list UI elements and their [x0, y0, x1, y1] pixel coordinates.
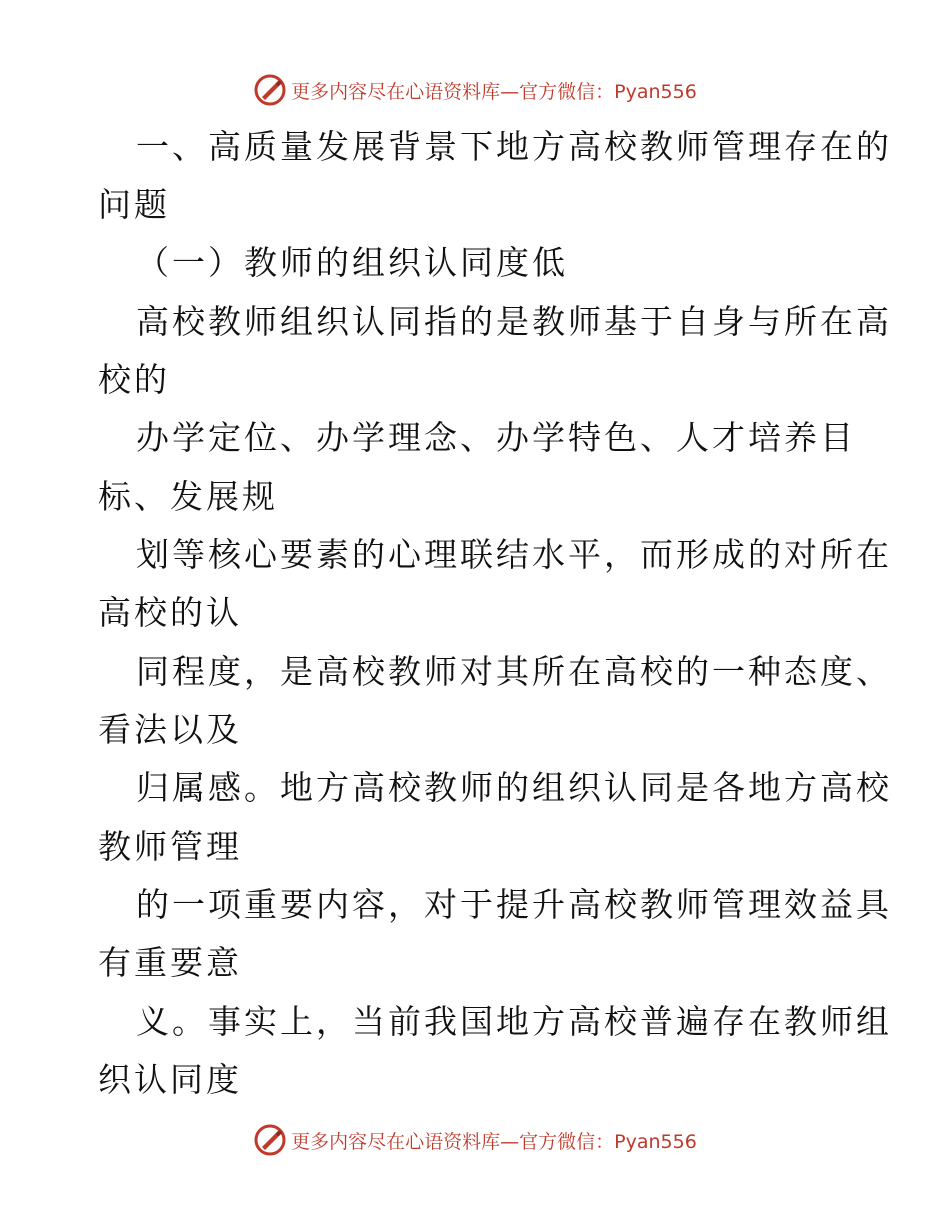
paragraph-line: 校的 [98, 360, 170, 399]
paragraph-line: 同程度，是高校教师对其所在高校的一种态度、 [136, 652, 892, 691]
paragraph-line: 办学定位、办学理念、办学特色、人才培养目 [136, 418, 856, 457]
paragraph-line: 教师管理 [98, 827, 242, 866]
paragraph-line: 高校教师组织认同指的是教师基于自身与所在高 [136, 302, 892, 341]
pen-circle-logo-icon [253, 73, 287, 107]
footer-banner [0, 1120, 950, 1160]
footer-banner-text: 更多内容尽在心语资料库—官方微信：Pyan556 [291, 1130, 697, 1153]
paragraph-line: 织认同度 [98, 1060, 242, 1099]
subsection-heading: （一）教师的组织认同度低 [136, 243, 568, 282]
paragraph-line: 归属感。地方高校教师的组织认同是各地方高校 [136, 768, 892, 807]
paragraph-line: 标、发展规 [98, 477, 278, 516]
paragraph-line: 看法以及 [98, 710, 242, 749]
pen-circle-logo-icon [253, 1123, 287, 1157]
paragraph-line: 的一项重要内容，对于提升高校教师管理效益具 [136, 885, 892, 924]
header-banner-text: 更多内容尽在心语资料库—官方微信：Pyan556 [291, 80, 697, 103]
paragraph-line: 高校的认 [98, 593, 242, 632]
paragraph-line: 划等核心要素的心理联结水平，而形成的对所在 [136, 535, 892, 574]
section-heading-line-2: 问题 [98, 185, 170, 224]
paragraph-line: 有重要意 [98, 943, 242, 982]
paragraph-line: 义。事实上，当前我国地方高校普遍存在教师组 [136, 1002, 892, 1041]
section-heading-line-1: 一、高质量发展背景下地方高校教师管理存在的 [136, 127, 892, 166]
header-banner [0, 70, 950, 110]
